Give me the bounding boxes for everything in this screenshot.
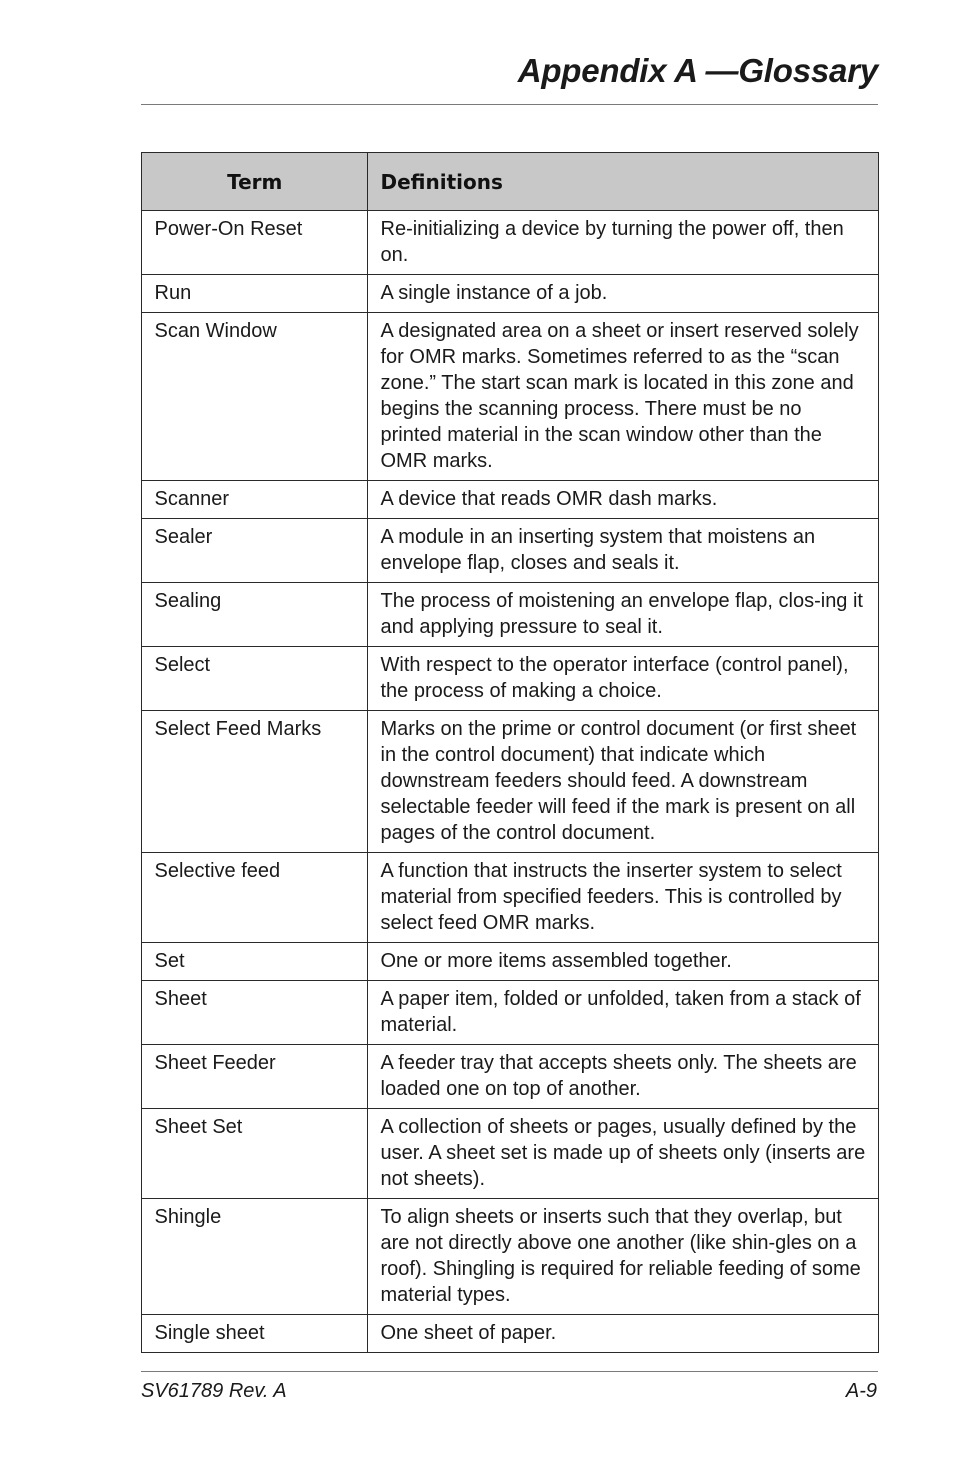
table-row — [142, 313, 879, 481]
definition-cell: A device that reads OMR dash marks. — [368, 481, 879, 519]
term-cell: Sealer — [142, 519, 368, 583]
table-row — [142, 275, 879, 313]
term-cell: Scan Window — [142, 313, 368, 481]
table-row — [142, 1109, 879, 1199]
table-row — [142, 647, 879, 711]
definition-cell: A function that instructs the inserter system to select material from specified feeders. This is controlled by select feed OMR marks. — [368, 853, 879, 943]
definition-cell: A module in an inserting system that moistens an envelope flap, closes and seals it. — [368, 519, 879, 583]
table-row — [142, 853, 879, 943]
definition-cell: A feeder tray that accepts sheets only. The sheets are loaded one on top of another. — [368, 1045, 879, 1109]
table-row — [142, 481, 879, 519]
term-cell: Select Feed Marks — [142, 711, 368, 853]
term-cell: Sheet — [142, 981, 368, 1045]
table-header-row — [142, 153, 879, 211]
footer-divider — [141, 1371, 878, 1372]
definition-cell: To align sheets or inserts such that they overlap, but are not directly above one another (like shin-gles on a roof). Shingling is required for reliable feeding of some material types. — [368, 1199, 879, 1315]
term-cell: Set — [142, 943, 368, 981]
term-cell: Sheet Set — [142, 1109, 368, 1199]
table-row — [142, 519, 879, 583]
term-cell: Single sheet — [142, 1315, 368, 1353]
definition-cell: Re-initializing a device by turning the power off, then on. — [368, 211, 879, 275]
term-cell: Power-On Reset — [142, 211, 368, 275]
term-cell: Sheet Feeder — [142, 1045, 368, 1109]
page-title: Appendix A —Glossary — [517, 52, 878, 89]
table-row — [142, 1045, 879, 1109]
definition-cell: A paper item, folded or unfolded, taken from a stack of material. — [368, 981, 879, 1045]
definition-cell: The process of moistening an envelope flap, clos-ing it and applying pressure to seal it. — [368, 583, 879, 647]
document-id: SV61789 Rev. A — [141, 1380, 287, 1402]
term-cell: Run — [142, 275, 368, 313]
term-cell: Scanner — [142, 481, 368, 519]
definition-cell: A collection of sheets or pages, usually defined by the user. A sheet set is made up of sheets only (inserts are not sheets). — [368, 1109, 879, 1199]
table-row — [142, 943, 879, 981]
term-cell: Selective feed — [142, 853, 368, 943]
definition-cell: With respect to the operator interface (control panel), the process of making a choice. — [368, 647, 879, 711]
page-number: A-9 — [845, 1380, 877, 1402]
definition-cell: A designated area on a sheet or insert reserved solely for OMR marks. Sometimes referred to as the “scan zone.” The start scan mark is located in this zone and begins the scanning process. There must be no printed material in the scan window other than the OMR marks. — [368, 313, 879, 481]
definition-cell: A single instance of a job. — [368, 275, 879, 313]
glossary-table — [141, 152, 879, 1353]
table-row — [142, 711, 879, 853]
term-cell: Select — [142, 647, 368, 711]
term-cell: Sealing — [142, 583, 368, 647]
definition-cell: One or more items assembled together. — [368, 943, 879, 981]
header-divider — [141, 104, 878, 105]
definition-cell: One sheet of paper. — [368, 1315, 879, 1353]
definition-cell: Marks on the prime or control document (or first sheet in the control document) that indicate which downstream feeders should feed. A downstream selectable feeder will feed if the mark is present on all pages of the control document. — [368, 711, 879, 853]
table-row — [142, 211, 879, 275]
table-row — [142, 1315, 879, 1353]
table-row — [142, 1199, 879, 1315]
table-row — [142, 981, 879, 1045]
table-row — [142, 583, 879, 647]
column-header-definitions: Definitions — [368, 153, 879, 211]
term-cell: Shingle — [142, 1199, 368, 1315]
column-header-term: Term — [142, 153, 368, 211]
